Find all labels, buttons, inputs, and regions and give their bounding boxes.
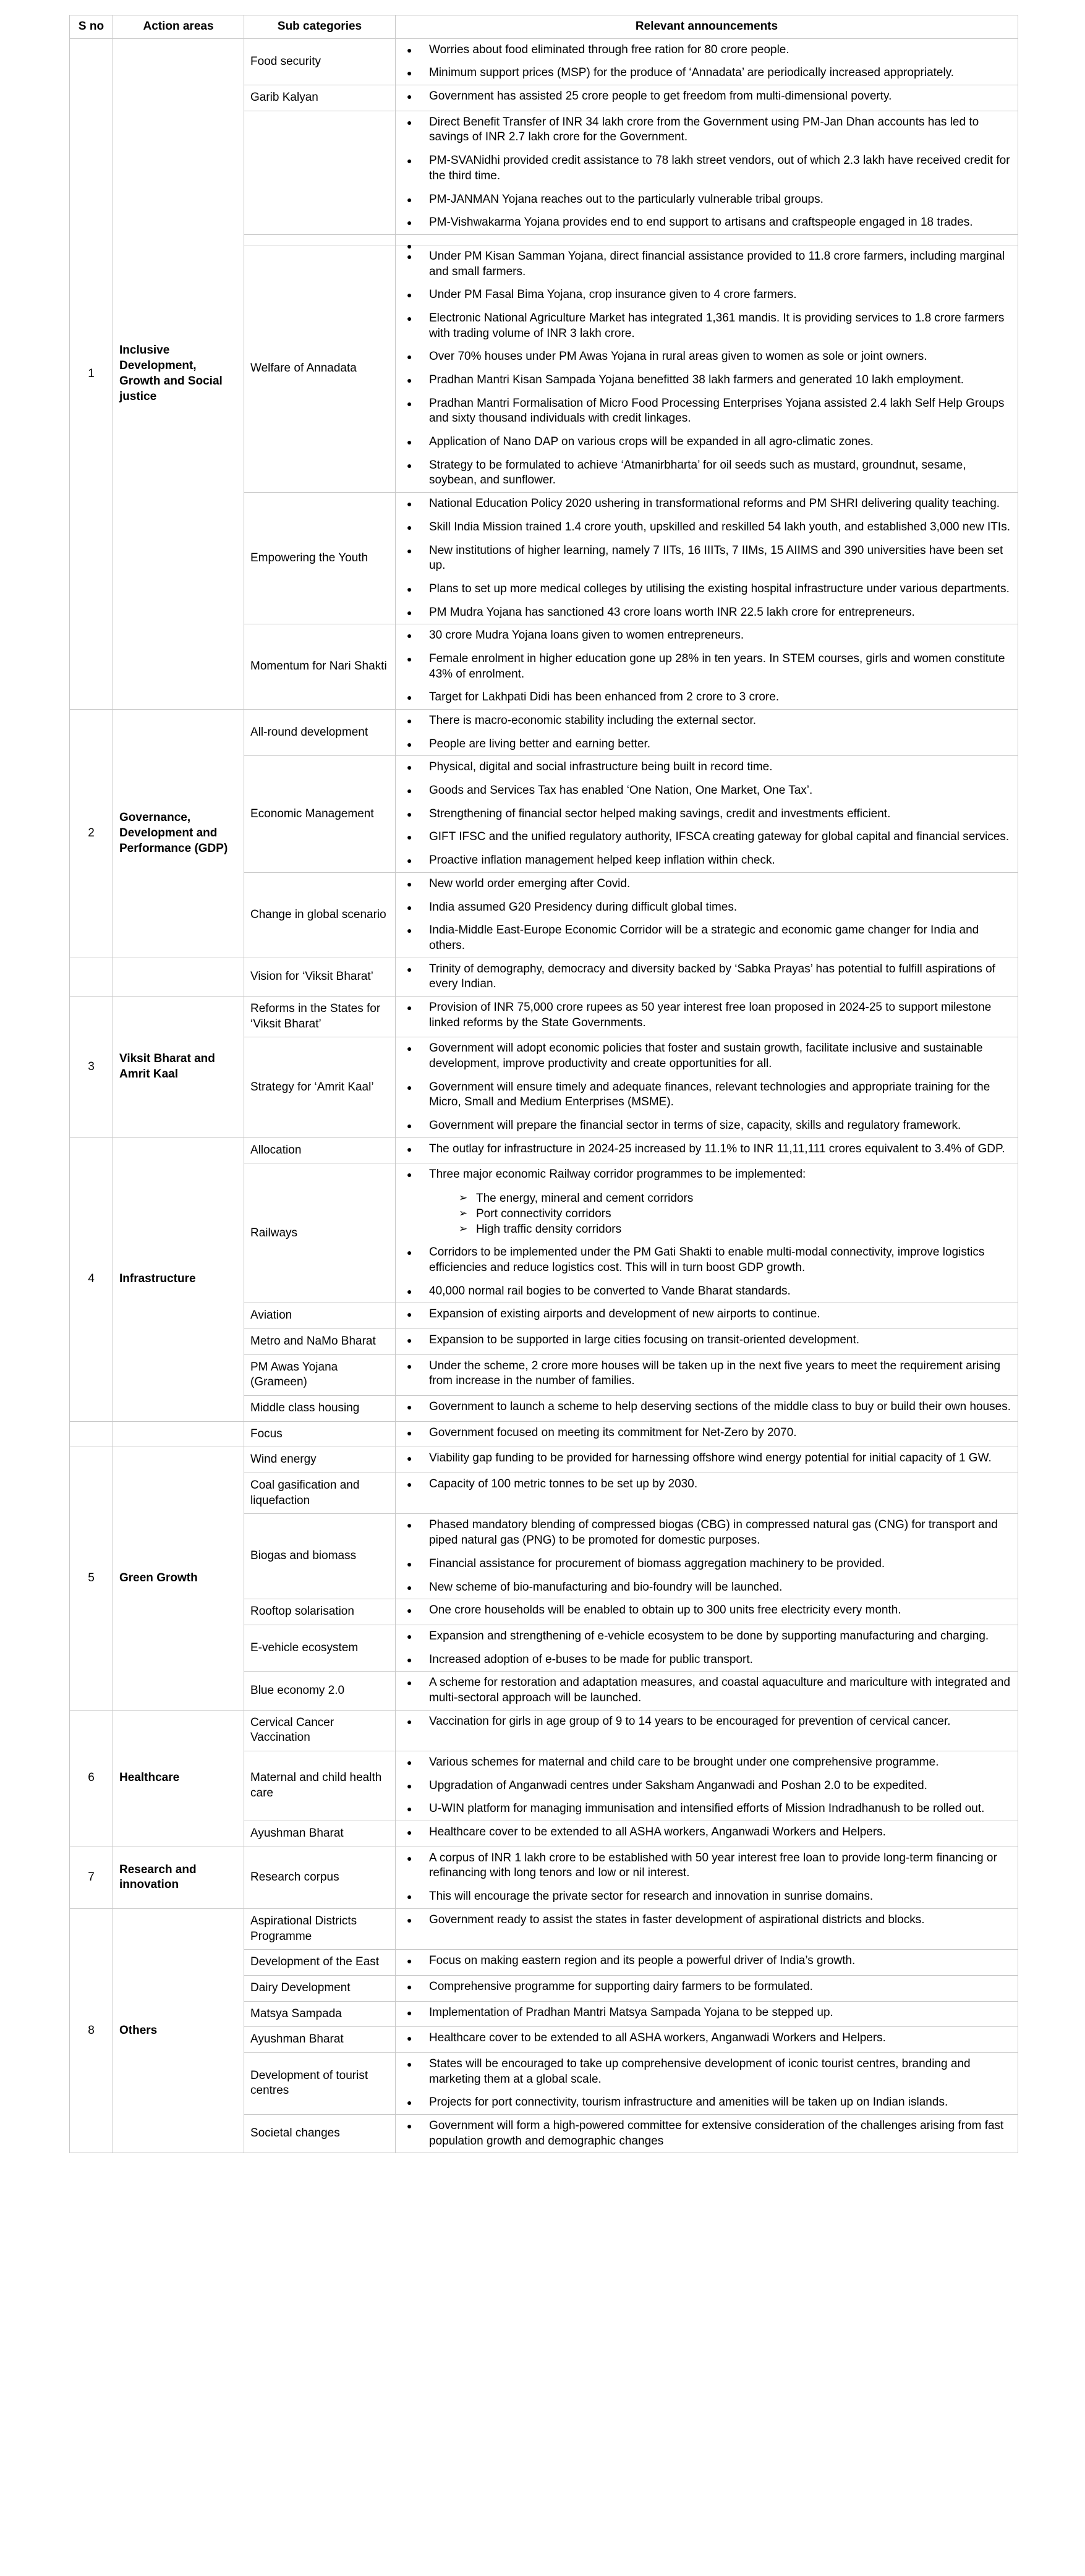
announcement-list [403,43,1011,81]
announcement-list [403,1426,1011,1441]
announcement-item [429,783,1011,799]
announcement-item [429,1359,1011,1389]
sub-category-cell: Ayushman Bharat [244,1821,396,1847]
announcements-table [69,15,1018,2153]
announcement-item [429,153,1011,184]
announcement-list [403,1629,1011,1667]
announcement-item [429,830,1011,845]
sub-category-cell: All-round development [244,710,396,756]
action-area-cell: Viksit Bharat and Amrit Kaal [113,996,244,1137]
announcement-item [429,1167,1011,1237]
announcement-list [403,1953,1011,1969]
sub-category-cell: Welfare of Annadata [244,245,396,492]
announcement-item [429,458,1011,488]
announcement-item [429,2057,1011,2087]
announcement-text: Government ready to assist the states in faster development of aspirational districts and blocks. [429,1913,925,1926]
announcement-item [429,1245,1011,1275]
announcement-item [429,287,1011,303]
announcement-text: GIFT IFSC and the unified regulatory authority, IFSCA creating gateway for global capital and financial services. [429,830,1010,844]
announcement-text: This will encourage the private sector for research and innovation in sunrise domains. [429,1890,874,1903]
sub-category-cell: Change in global scenario [244,872,396,958]
announcement-item [429,1518,1011,1548]
announcements-cell [396,1625,1018,1671]
announcement-text: Target for Lakhpati Didi has been enhanced from 2 crore to 3 crore. [429,691,780,704]
sub-category-cell: Development of tourist centres [244,2052,396,2114]
announcements-cell [396,1950,1018,1976]
serial-number-cell [70,1421,113,1447]
header-sub-categories: Sub categories [244,15,396,39]
sub-category-cell: Maternal and child health care [244,1751,396,1821]
announcement-text: Capacity of 100 metric tonnes to be set up by 2030. [429,1477,698,1491]
announcement-list [403,1477,1011,1492]
announcements-cell [396,1821,1018,1847]
announcement-text: Phased mandatory blending of compressed biogas (CBG) in compressed natural gas (CNG) for transport and piped natural gas (PNG) to be promoted for domestic purposes. [429,1518,998,1547]
table-row [70,958,1018,996]
announcement-text: Electronic National Agriculture Market has integrated 1,361 mandis. It is providing services to 1.8 crore farmers with trading volume of INR 3 lakh crore. [429,311,1005,340]
sub-category-cell: Blue economy 2.0 [244,1672,396,1710]
announcement-item [429,192,1011,208]
announcement-text: Government will adopt economic policies that foster and sustain growth, facilitate inclusive and sustainable development, improve productivity and create opportunities for all. [429,1042,983,1070]
announcement-item [429,713,1011,729]
corridor-item [476,1222,1011,1238]
announcements-cell [396,1421,1018,1447]
sub-category-cell: E-vehicle ecosystem [244,1625,396,1671]
announcements-cell [396,2052,1018,2114]
announcement-text: Focus on making eastern region and its people a powerful driver of India’s growth. [429,1954,856,1968]
announcement-item [429,853,1011,869]
announcement-item [429,1755,1011,1770]
serial-number-cell: 8 [70,1908,113,2153]
announcement-text: India assumed G20 Presidency during difficult global times. [429,900,738,914]
announcement-item [429,877,1011,892]
announcements-cell [396,1672,1018,1710]
announcement-text: Pradhan Mantri Kisan Sampada Yojana benefitted 38 lakh farmers and generated 10 lakh employment. [429,373,964,386]
announcement-text: Goods and Services Tax has enabled ‘One Nation, One Market, One Tax’. [429,784,813,797]
serial-number-cell: 1 [70,38,113,709]
announcement-item [429,690,1011,705]
announcement-text: Proactive inflation management helped keep inflation within check. [429,854,775,867]
corridor-text: Port connectivity corridors [476,1207,611,1220]
table-row [70,1908,1018,1949]
sub-category-cell: Ayushman Bharat [244,2027,396,2053]
announcement-text: Trinity of demography, democracy and diversity backed by ‘Sabka Prayas’ has potential to fulfill aspirations of every Indian. [429,962,995,991]
announcement-item [429,43,1011,58]
announcement-item [429,435,1011,450]
announcement-list [403,1603,1011,1618]
table-row [70,1447,1018,1473]
corridor-item [476,1207,1011,1222]
announcement-item [429,1580,1011,1596]
announcement-text: Corridors to be implemented under the PM Gati Shakti to enable multi-modal connectivity, improve logistics efficiencies and reduce logistics cost. This will in turn boost GDP growth. [429,1246,985,1274]
announcement-item [429,605,1011,621]
announcement-text: Projects for port connectivity, tourism infrastructure and amenities will be taken up on Indian islands. [429,2096,948,2109]
announcement-item [429,311,1011,341]
announcement-item [429,900,1011,916]
announcement-item [429,1953,1011,1969]
announcements-cell [396,710,1018,756]
announcement-item [429,760,1011,775]
announcement-list [403,1851,1011,1905]
announcement-text: Viability gap funding to be provided for harnessing offshore wind energy potential for initial capacity of 1 GW. [429,1452,992,1465]
announcement-text: Three major economic Railway corridor programmes to be implemented: [429,1168,806,1181]
sub-category-cell: Rooftop solarisation [244,1599,396,1625]
announcement-text: The outlay for infrastructure in 2024-25 increased by 11.1% to INR 11,11,111 crores equivalent to 3.4% of GDP. [429,1142,1005,1155]
action-area-cell [113,1421,244,1447]
announcement-text: There is macro-economic stability including the external sector. [429,714,757,727]
announcement-list [403,1518,1011,1595]
announcement-list [403,713,1011,752]
announcement-item [429,1603,1011,1618]
announcement-list [403,496,1011,620]
announcement-text: 40,000 normal rail bogies to be converted to Vande Bharat standards. [429,1284,791,1298]
serial-number-cell: 4 [70,1137,113,1421]
announcements-cell [396,1599,1018,1625]
header-row [70,15,1018,39]
announcement-text: Strengthening of financial sector helped making savings, credit and investments efficient. [429,807,891,820]
announcement-text: New scheme of bio-manufacturing and bio-foundry will be launched. [429,1580,783,1594]
action-area-cell: Healthcare [113,1710,244,1847]
announcement-text: Expansion and strengthening of e-vehicle ecosystem to be done by supporting manufacturing and charging. [429,1629,989,1643]
announcement-item [429,1913,1011,1928]
announcement-item [429,2119,1011,2149]
sub-category-cell: Garib Kalyan [244,85,396,111]
announcement-item [429,1426,1011,1441]
announcement-item [429,2031,1011,2046]
announcement-item [429,1333,1011,1348]
announcement-list [403,1000,1011,1031]
announcement-item [429,66,1011,81]
announcement-text: Worries about food eliminated through free ration for 80 crore people. [429,43,789,56]
action-area-cell [113,958,244,996]
announcement-item [429,1714,1011,1730]
announcement-item [429,249,1011,279]
table-row [70,996,1018,1037]
announcement-list [403,1307,1011,1322]
announcement-item [429,1451,1011,1466]
announcement-list [403,1359,1011,1389]
budget-summary-page [69,15,1018,2153]
announcement-text: Government has assisted 25 crore people to get freedom from multi-dimensional poverty. [429,90,892,103]
announcement-text: Government to launch a scheme to help deserving sections of the middle class to buy or build their own houses. [429,1400,1011,1413]
announcement-list [403,1755,1011,1817]
announcement-item [429,496,1011,512]
sub-category-cell: Metro and NaMo Bharat [244,1328,396,1354]
announcements-cell [396,1037,1018,1137]
announcement-list [403,1675,1011,1706]
announcements-cell [396,1514,1018,1599]
announcements-cell [396,85,1018,111]
announcement-list [403,1825,1011,1840]
announcement-text: PM-JANMAN Yojana reaches out to the particularly vulnerable tribal groups. [429,192,823,206]
sub-category-cell: Wind energy [244,1447,396,1473]
table-row [70,1421,1018,1447]
table-row [70,710,1018,756]
announcement-list [403,1167,1011,1299]
announcement-text: 30 crore Mudra Yojana loans given to women entrepreneurs. [429,629,744,642]
announcement-list [403,1400,1011,1415]
announcement-item [429,1801,1011,1817]
announcement-text: Under PM Kisan Samman Yojana, direct financial assistance provided to 11.8 crore farmers, including marginal and small farmers. [429,249,1005,278]
serial-number-cell: 7 [70,1847,113,1908]
action-area-cell: Governance, Development and Performance (GDP) [113,710,244,958]
announcements-cell [396,624,1018,710]
announcements-cell [396,234,1018,245]
announcement-text: Vaccination for girls in age group of 9 to 14 years to be encouraged for prevention of cervical cancer. [429,1714,951,1728]
serial-number-cell: 3 [70,996,113,1137]
announcement-text: Application of Nano DAP on various crops will be expanded in all agro-climatic zones. [429,435,874,449]
sub-category-cell: Middle class housing [244,1396,396,1422]
announcement-item [429,1000,1011,1031]
announcement-text: PM-SVANidhi provided credit assistance to 78 lakh street vendors, out of which 2.3 lakh have received credit for the third time. [429,154,1010,182]
announcement-text: Implementation of Pradhan Mantri Matsya Sampada Yojana to be stepped up. [429,2005,833,2019]
announcements-cell [396,1354,1018,1395]
sub-category-cell: PM Awas Yojana (Grameen) [244,1354,396,1395]
announcements-cell [396,1975,1018,2001]
announcement-list [403,1041,1011,1133]
announcements-cell [396,2115,1018,2153]
announcement-list [403,877,1011,954]
announcement-text: Healthcare cover to be extended to all ASHA workers, Anganwadi Workers and Helpers. [429,2031,886,2045]
announcements-cell [396,1163,1018,1303]
announcement-item [429,1307,1011,1322]
sub-category-cell [244,234,396,245]
announcement-text: Plans to set up more medical colleges by utilising the existing hospital infrastructure under various departments. [429,582,1010,595]
sub-category-cell: Allocation [244,1137,396,1163]
sub-category-cell: Food security [244,38,396,85]
announcement-list [403,1142,1011,1157]
announcement-text: New world order emerging after Covid. [429,877,631,890]
announcement-item [429,396,1011,427]
announcement-item [429,349,1011,365]
announcements-cell [396,1710,1018,1751]
sub-category-cell [244,111,396,234]
announcement-item [429,1400,1011,1415]
announcement-item [429,89,1011,104]
sub-category-cell: Aspirational Districts Programme [244,1908,396,1949]
sub-category-cell: Focus [244,1421,396,1447]
sub-category-cell: Coal gasification and liquefaction [244,1473,396,1514]
announcement-text: Under the scheme, 2 crore more houses will be taken up in the next five years to meet the requirement arising from increase in the number of families. [429,1359,1001,1388]
announcements-cell [396,111,1018,234]
announcement-text: Under PM Fasal Bima Yojana, crop insurance given to 4 crore farmers. [429,288,797,302]
announcements-cell [396,38,1018,85]
announcement-item [429,962,1011,992]
announcement-list [403,2031,1011,2046]
corridor-sublist [429,1191,1011,1237]
announcement-item [429,1889,1011,1905]
table-row [70,38,1018,85]
announcements-cell [396,2001,1018,2027]
announcement-text: Over 70% houses under PM Awas Yojana in rural areas given to women as sole or joint owners. [429,350,927,363]
serial-number-cell: 5 [70,1447,113,1710]
sub-category-cell: Empowering the Youth [244,493,396,624]
announcement-text: Government focused on meeting its commitment for Net-Zero by 2070. [429,1426,797,1439]
announcement-item [429,115,1011,145]
announcement-item [429,582,1011,597]
announcement-item [429,1825,1011,1840]
announcement-text: Physical, digital and social infrastructure being built in record time. [429,760,773,774]
announcement-item [429,737,1011,752]
serial-number-cell: 2 [70,710,113,958]
table-row [70,1847,1018,1908]
announcement-item [429,215,1011,231]
announcement-list [403,1714,1011,1730]
announcement-text: Skill India Mission trained 1.4 crore youth, upskilled and reskilled 54 lakh youth, and established 3,000 new ITIs. [429,520,1010,533]
announcements-cell [396,996,1018,1037]
sub-category-cell: Reforms in the States for ‘Viksit Bharat’ [244,996,396,1037]
announcement-text: Provision of INR 75,000 crore rupees as 50 year interest free loan proposed in 2024-25 to support milestone linked reforms by the State Governments. [429,1000,992,1029]
announcement-item [429,1652,1011,1668]
announcement-text: PM-Vishwakarma Yojana provides end to end support to artisans and craftspeople engaged in 18 trades. [429,216,973,229]
announcement-item [429,628,1011,644]
announcements-cell [396,1473,1018,1514]
serial-number-cell [70,958,113,996]
sub-category-cell: Matsya Sampada [244,2001,396,2027]
announcement-text: U-WIN platform for managing immunisation and intensified efforts of Mission Indradhanush to be rolled out. [429,1802,985,1816]
sub-category-cell: Railways [244,1163,396,1303]
announcements-cell [396,1447,1018,1473]
corridor-item [476,1191,1011,1207]
sub-category-cell: Aviation [244,1303,396,1329]
announcement-text: Expansion to be supported in large cities focusing on transit-oriented development. [429,1333,860,1346]
announcements-cell [396,493,1018,624]
table-row [70,1710,1018,1751]
announcement-text: Healthcare cover to be extended to all ASHA workers, Anganwadi Workers and Helpers. [429,1826,886,1839]
announcement-text: Upgradation of Anganwadi centres under Saksham Anganwadi and Poshan 2.0 to be expedited. [429,1779,927,1792]
announcement-item [429,923,1011,953]
announcement-list [403,760,1011,868]
announcements-cell [396,2027,1018,2053]
announcement-item [429,2095,1011,2111]
announcement-item [429,1675,1011,1706]
announcement-list [403,962,1011,992]
serial-number-cell: 6 [70,1710,113,1847]
announcement-item [429,373,1011,388]
announcement-list [403,1979,1011,1995]
announcement-item [429,652,1011,682]
announcement-text: Government will ensure timely and adequate finances, relevant technologies and appropriate training for the Micro, Small and Medium Enterprises (MSME). [429,1080,990,1109]
announcements-cell [396,1328,1018,1354]
announcement-text: States will be encouraged to take up comprehensive development of iconic tourist centres, branding and marketing them at a global scale. [429,2057,971,2086]
table-body [70,38,1018,2153]
action-area-cell: Others [113,1908,244,2153]
sub-category-cell: Momentum for Nari Shakti [244,624,396,710]
sub-category-cell: Research corpus [244,1847,396,1908]
announcement-text: Minimum support prices (MSP) for the produce of ‘Annadata’ are periodically increased appropriately. [429,66,955,80]
announcement-list [403,115,1011,231]
announcements-cell [396,1751,1018,1821]
header-relevant-announcements: Relevant announcements [396,15,1018,39]
header-sno: S no [70,15,113,39]
sub-category-cell: Cervical Cancer Vaccination [244,1710,396,1751]
announcement-list [403,89,1011,104]
announcement-item [429,1979,1011,1995]
announcements-cell [396,756,1018,872]
action-area-cell: Research and innovation [113,1847,244,1908]
announcement-text: Pradhan Mantri Formalisation of Micro Food Processing Enterprises Yojana assisted 2.4 lakh Self Help Groups and sixty thousand individuals with credit linkages. [429,396,1005,425]
announcement-text: Expansion of existing airports and development of new airports to continue. [429,1307,820,1321]
announcements-cell [396,872,1018,958]
announcement-list [403,2119,1011,2149]
action-area-cell: Infrastructure [113,1137,244,1421]
announcement-item [429,1629,1011,1644]
announcement-text: Strategy to be formulated to achieve ‘Atmanirbharta’ for oil seeds such as mustard, groundnut, sesame, soybean, and sunflower. [429,458,966,487]
announcement-item [429,1142,1011,1157]
announcements-cell [396,1303,1018,1329]
announcements-cell [396,958,1018,996]
announcement-item [429,1284,1011,1299]
announcement-item [429,2005,1011,2021]
sub-category-cell: Development of the East [244,1950,396,1976]
announcements-cell [396,1908,1018,1949]
announcement-text: India-Middle East-Europe Economic Corridor will be a strategic and economic game changer for India and others. [429,924,979,952]
announcement-item [429,520,1011,535]
corridor-text: High traffic density corridors [476,1222,622,1236]
announcement-text: A corpus of INR 1 lakh crore to be established with 50 year interest free loan to provide long-term financing or refinancing with long tenors and low or nil interest. [429,1851,997,1880]
announcements-cell [396,1137,1018,1163]
announcement-text: A scheme for restoration and adaptation measures, and coastal aquaculture and mariculture with integrated and multi-sectoral approach will be launched. [429,1676,1011,1704]
announcement-text: Female enrolment in higher education gone up 28% in ten years. In STEM courses, girls and women constitute 43% of enrolment. [429,652,1005,681]
announcement-text: Government will form a high-powered committee for extensive consideration of the challenges arising from fast population growth and demographic changes [429,2119,1004,2148]
announcement-list [403,1451,1011,1466]
announcement-item [429,543,1011,574]
header-action-areas: Action areas [113,15,244,39]
announcement-list [403,1333,1011,1348]
announcement-text: People are living better and earning better. [429,737,651,750]
announcement-list [403,1913,1011,1928]
announcement-text: Government will prepare the financial sector in terms of size, capacity, skills and regulatory framework. [429,1119,961,1133]
action-area-cell: Green Growth [113,1447,244,1710]
announcements-cell [396,1396,1018,1422]
sub-category-cell: Biogas and biomass [244,1514,396,1599]
announcement-item [429,1118,1011,1134]
sub-category-cell: Dairy Development [244,1975,396,2001]
announcement-text: New institutions of higher learning, namely 7 IITs, 16 IIITs, 7 IIMs, 15 AIIMS and 390 universities have been set up. [429,543,1003,572]
announcement-item [429,1779,1011,1794]
announcement-list [403,249,1011,488]
sub-category-cell: Economic Management [244,756,396,872]
announcement-text: One crore households will be enabled to obtain up to 300 units free electricity every month. [429,1604,901,1617]
sub-category-cell: Societal changes [244,2115,396,2153]
announcement-list [403,628,1011,705]
announcement-item [429,1041,1011,1071]
table-row [70,1137,1018,1163]
action-area-cell: Inclusive Development, Growth and Social justice [113,38,244,709]
announcement-text: Comprehensive programme for supporting dairy farmers to be formulated. [429,1979,813,1993]
sub-category-cell: Strategy for ‘Amrit Kaal’ [244,1037,396,1137]
announcement-item [429,1557,1011,1572]
sub-category-cell: Vision for ‘Viksit Bharat’ [244,958,396,996]
announcement-item [429,1851,1011,1881]
announcement-item [429,1080,1011,1110]
announcements-cell [396,245,1018,492]
announcement-text: Direct Benefit Transfer of INR 34 lakh crore from the Government using PM-Jan Dhan accounts has led to savings of INR 2.7 lakh crore for the Government. [429,115,979,144]
corridor-text: The energy, mineral and cement corridors [476,1192,694,1205]
announcement-item [429,807,1011,822]
announcements-cell [396,1847,1018,1908]
announcement-text: Various schemes for maternal and child care to be brought under one comprehensive programme. [429,1756,939,1769]
announcement-list [403,2057,1011,2111]
announcement-item [429,1477,1011,1492]
announcement-list [403,2005,1011,2021]
announcement-text: Financial assistance for procurement of biomass aggregation machinery to be provided. [429,1557,885,1570]
announcement-text: Increased adoption of e-buses to be made for public transport. [429,1652,753,1666]
announcement-text: PM Mudra Yojana has sanctioned 43 crore loans worth INR 22.5 lakh crore for entrepreneurs. [429,605,915,619]
announcement-text: National Education Policy 2020 ushering in transformational reforms and PM SHRI delivering quality teaching. [429,497,1000,511]
